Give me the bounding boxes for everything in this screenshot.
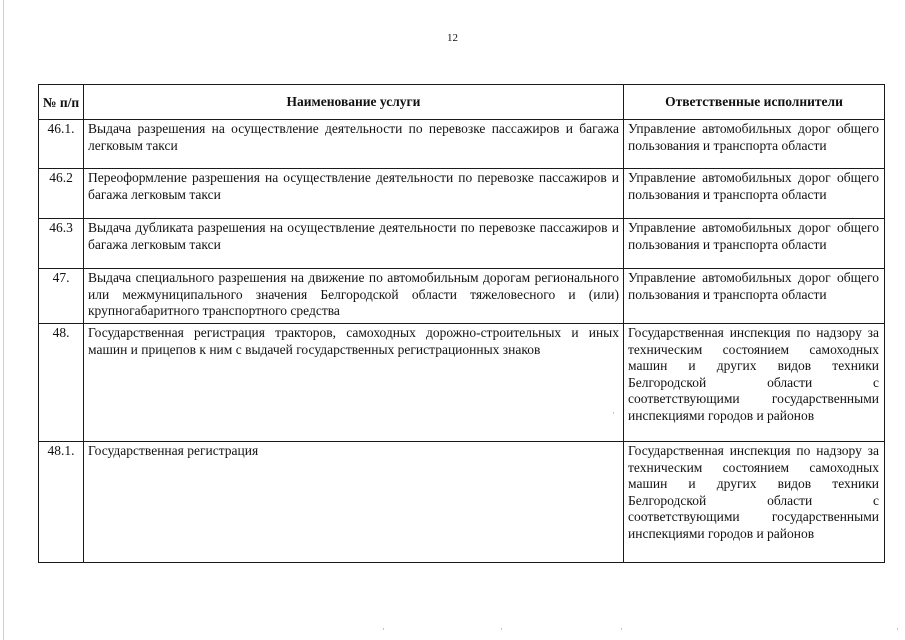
table-row <box>39 442 885 563</box>
table-row <box>39 219 885 269</box>
page-number: 12 <box>447 32 458 44</box>
responsible-executors: Управление автомобильных дорог общего пользования и транспорта области <box>624 169 885 219</box>
row-number: 46.1. <box>39 120 84 169</box>
scan-speck: · <box>500 624 503 634</box>
table-header-row <box>39 85 885 120</box>
row-number: 46.2 <box>39 169 84 219</box>
row-number: 47. <box>39 269 84 324</box>
table-row <box>39 324 885 442</box>
responsible-executors: Управление автомобильных дорог общего пользования и транспорта области <box>624 120 885 169</box>
services-table <box>38 84 885 563</box>
service-name: Государственная регистрация <box>84 442 624 563</box>
service-name: Выдача специального разрешения на движение по автомобильным дорогам регионального или межмуниципального значения Белгородской области тяжеловесного и (или) крупногабаритного транспортного средства <box>84 269 624 324</box>
table-row <box>39 269 885 324</box>
service-name: Выдача разрешения на осуществление деятельности по перевозке пассажиров и багажа легковым такси <box>84 120 624 169</box>
row-number: 48. <box>39 324 84 442</box>
responsible-executors: Государственная инспекция по надзору за техническим состоянием самоходных машин и других видов техники Белгородской области с соответствующими государственными инспекциями городов и районов <box>624 442 885 563</box>
service-name: Выдача дубликата разрешения на осуществление деятельности по перевозке пассажиров и багажа легковым такси <box>84 219 624 269</box>
header-executors: Ответственные исполнители <box>624 85 885 120</box>
row-number: 46.3 <box>39 219 84 269</box>
row-number: 48.1. <box>39 442 84 563</box>
responsible-executors: Государственная инспекция по надзору за техническим состоянием самоходных машин и других видов техники Белгородской области с соответствующими государственными инспекциями городов и районов <box>624 324 885 442</box>
table-row <box>39 120 885 169</box>
table-row <box>39 169 885 219</box>
header-number: № п/п <box>39 85 84 120</box>
scan-speck: · <box>382 624 385 634</box>
responsible-executors: Управление автомобильных дорог общего пользования и транспорта области <box>624 269 885 324</box>
header-service-name: Наименование услуги <box>84 85 624 120</box>
scan-speck: · <box>620 624 623 634</box>
service-name: Переоформление разрешения на осуществление деятельности по перевозке пассажиров и багажа легковым такси <box>84 169 624 219</box>
responsible-executors: Управление автомобильных дорог общего пользования и транспорта области <box>624 219 885 269</box>
service-name: Государственная регистрация тракторов, самоходных дорожно-строительных и иных машин и прицепов к ним с выдачей государственных регистрационных знаков <box>84 324 624 442</box>
scan-edge-line <box>3 0 4 640</box>
scan-speck: · <box>896 624 899 634</box>
scan-speck: · <box>612 408 615 418</box>
